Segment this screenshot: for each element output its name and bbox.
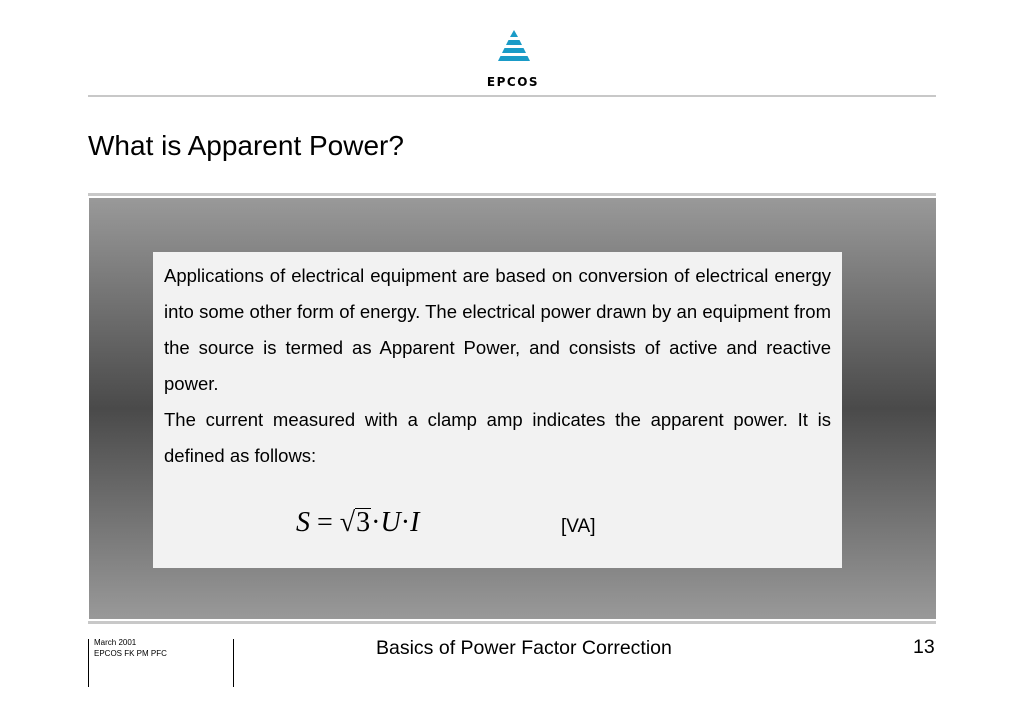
- page-number: 13: [913, 636, 935, 658]
- formula-i: I: [410, 507, 420, 538]
- triangle-logo-icon: [497, 30, 531, 72]
- apparent-power-formula: [296, 507, 419, 539]
- footer-date: March 2001: [94, 638, 137, 647]
- formula-equals: =: [317, 507, 333, 538]
- logo-text: EPCOS: [486, 75, 540, 89]
- formula-s: S: [296, 507, 310, 538]
- footer-title: Basics of Power Factor Correction: [376, 637, 672, 659]
- formula-dot-2: ·: [400, 507, 411, 538]
- text-box: [153, 252, 842, 568]
- footer-divider: [88, 621, 936, 624]
- paragraph-2: The current measured with a clamp amp indicates the apparent power. It is defined as follows:: [164, 409, 831, 466]
- footer-right-line: [233, 639, 234, 687]
- formula-sqrt-arg: 3: [356, 507, 371, 538]
- page-title: What is Apparent Power?: [88, 130, 404, 161]
- title-divider: [88, 193, 936, 196]
- footer-left-line: [88, 639, 89, 687]
- epcos-logo: [478, 30, 548, 92]
- footer-doc-id: EPCOS FK PM PFC: [94, 649, 167, 658]
- formula-unit: [VA]: [561, 516, 596, 537]
- paragraph-1: Applications of electrical equipment are based on conversion of electrical energy into some other form of energy. The electrical power drawn by an equipment from the source is termed as Apparent Power, and consists of active and reactive power.: [164, 265, 831, 394]
- formula-dot-1: ·: [371, 507, 381, 538]
- header-divider: [88, 95, 936, 97]
- formula-u: U: [380, 507, 401, 538]
- sqrt-icon: √: [339, 507, 356, 538]
